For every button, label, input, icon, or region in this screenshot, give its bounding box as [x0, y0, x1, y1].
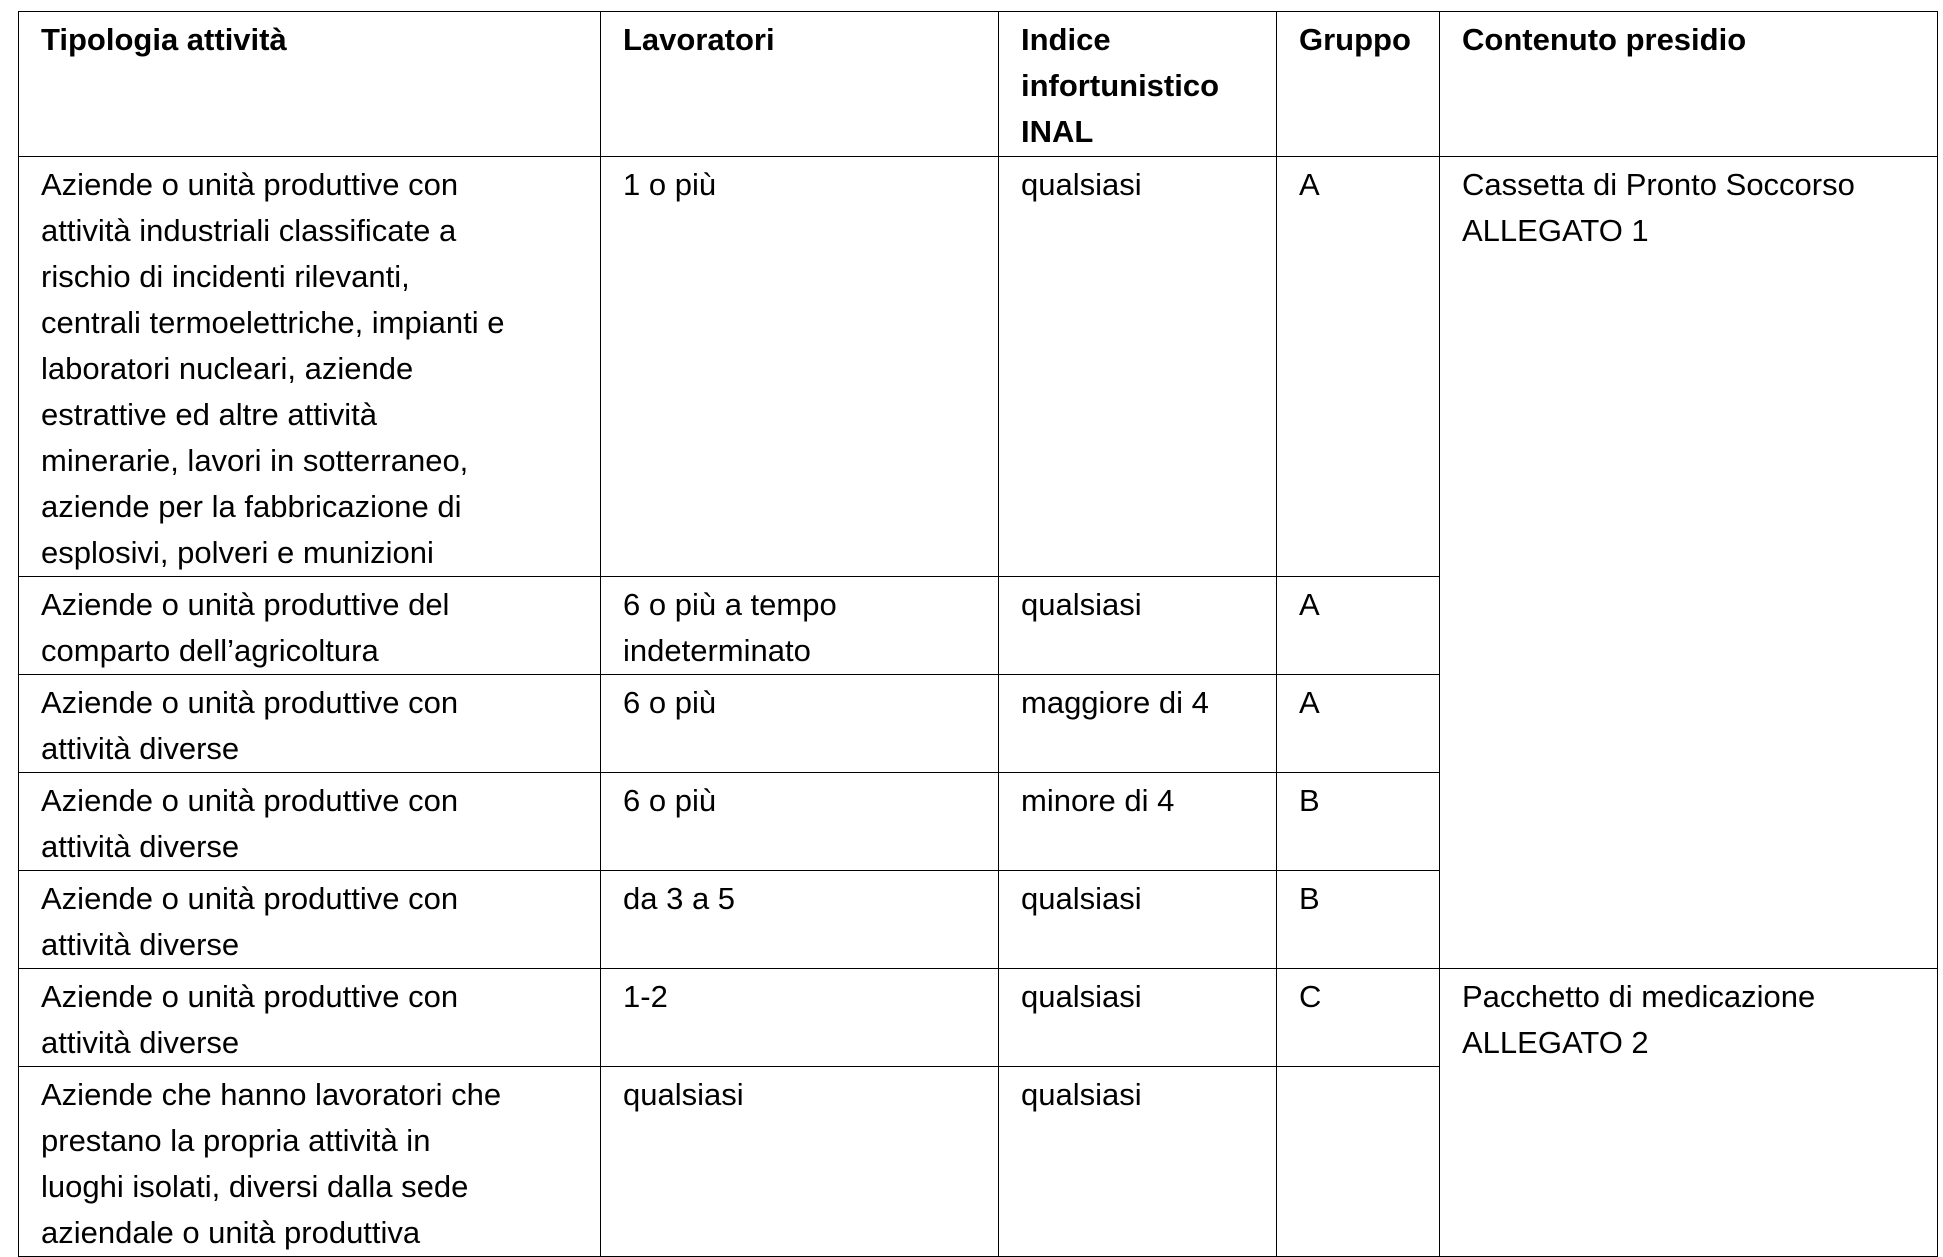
cell-lavoratori: 6 o più: [601, 773, 999, 871]
header-gruppo: Gruppo: [1277, 12, 1440, 157]
cell-tipologia: Aziende o unità produttive del comparto dell’agricoltura: [19, 577, 601, 675]
cell-gruppo: [1277, 1067, 1440, 1257]
cell-lavoratori: 1 o più: [601, 157, 999, 577]
cell-indice: maggiore di 4: [999, 675, 1277, 773]
first-aid-classification-table: [18, 11, 1938, 1257]
cell-gruppo: C: [1277, 969, 1440, 1067]
cell-gruppo: A: [1277, 157, 1440, 577]
cell-indice: qualsiasi: [999, 871, 1277, 969]
cell-indice: qualsiasi: [999, 577, 1277, 675]
header-indice: Indice infortunistico INAL: [999, 12, 1277, 157]
cell-tipologia: Aziende o unità produttive con attività diverse: [19, 871, 601, 969]
cell-tipologia: Aziende o unità produttive con attività diverse: [19, 675, 601, 773]
cell-lavoratori: da 3 a 5: [601, 871, 999, 969]
cell-indice: qualsiasi: [999, 157, 1277, 577]
cell-tipologia: Aziende o unità produttive con attività diverse: [19, 773, 601, 871]
header-lavoratori: Lavoratori: [601, 12, 999, 157]
cell-lavoratori: 6 o più a tempo indeterminato: [601, 577, 999, 675]
cell-tipologia: Aziende che hanno lavoratori che prestano la propria attività in luoghi isolati, diversi dalla sede aziendale o unità produttiva: [19, 1067, 601, 1257]
cell-tipologia: Aziende o unità produttive con attività diverse: [19, 969, 601, 1067]
table-header-row: [19, 12, 1938, 157]
header-contenuto: Contenuto presidio: [1440, 12, 1938, 157]
cell-indice: qualsiasi: [999, 969, 1277, 1067]
header-tipologia: Tipologia attività: [19, 12, 601, 157]
cell-gruppo: A: [1277, 675, 1440, 773]
table-row: [19, 157, 1938, 577]
table-row: [19, 969, 1938, 1067]
cell-contenuto-allegato-2: Pacchetto di medicazione ALLEGATO 2: [1440, 969, 1938, 1257]
cell-lavoratori: 1-2: [601, 969, 999, 1067]
cell-indice: minore di 4: [999, 773, 1277, 871]
cell-lavoratori: qualsiasi: [601, 1067, 999, 1257]
cell-contenuto-allegato-1: Cassetta di Pronto Soccorso ALLEGATO 1: [1440, 157, 1938, 969]
cell-lavoratori: 6 o più: [601, 675, 999, 773]
cell-tipologia: Aziende o unità produttive con attività industriali classificate a rischio di incidenti rilevanti, centrali termoelettriche, impianti e laboratori nucleari, aziende estrattive ed altre attività minerarie, lavori in sotterraneo, aziende per la fabbricazione di esplosivi, polveri e munizioni: [19, 157, 601, 577]
cell-indice: qualsiasi: [999, 1067, 1277, 1257]
cell-gruppo: B: [1277, 773, 1440, 871]
cell-gruppo: B: [1277, 871, 1440, 969]
cell-gruppo: A: [1277, 577, 1440, 675]
